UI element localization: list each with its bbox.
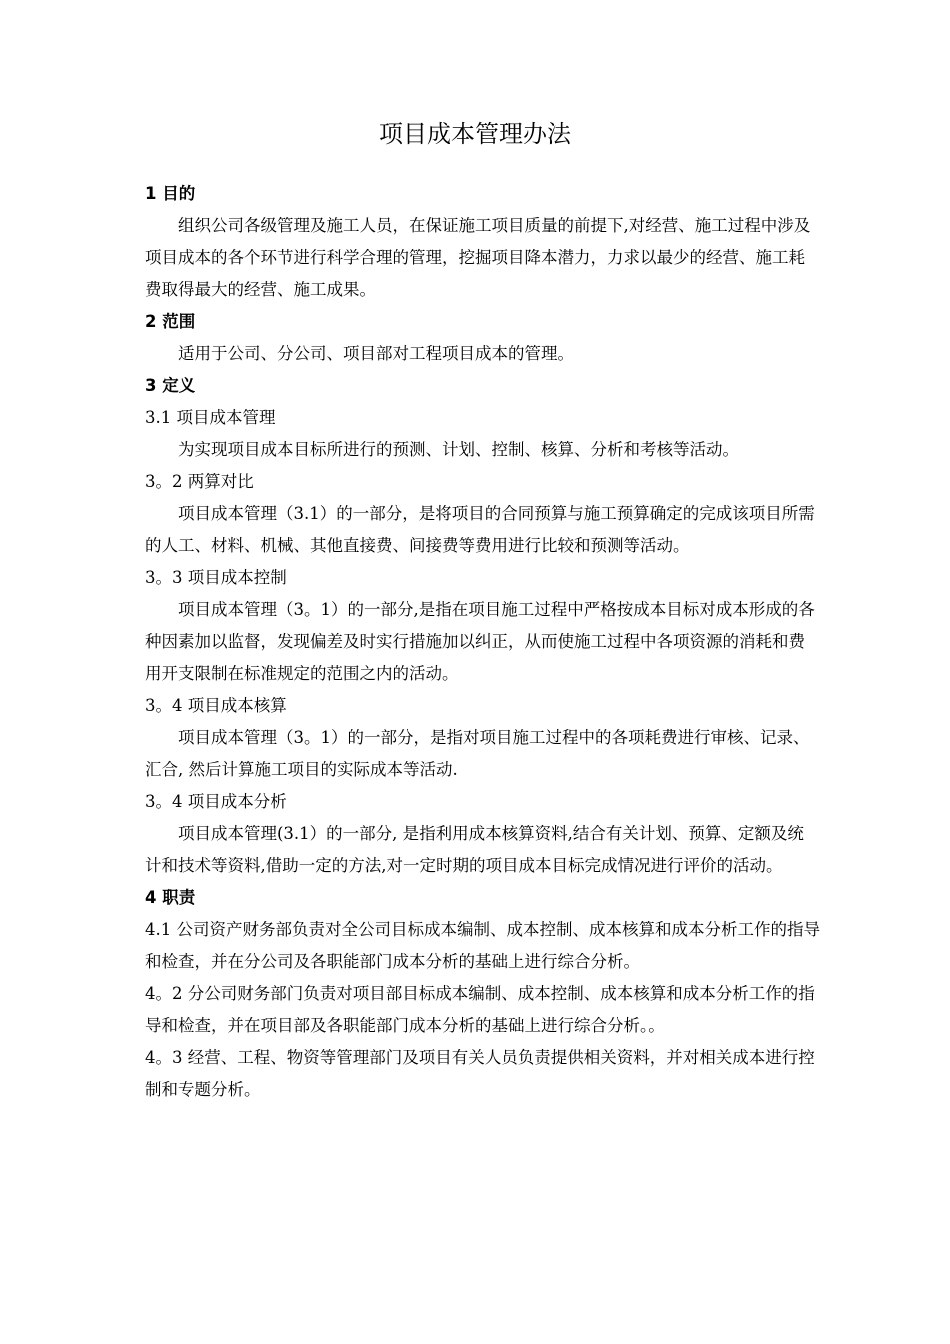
paragraph-4-3: 4。3 经营、工程、物资等管理部门及项目有关人员负责提供相关资料，并对相关成本进行控制和专题分析。 — [145, 1048, 815, 1099]
paragraph-4-1: 4.1 公司资产财务部负责对全公司目标成本编制、成本控制、成本核算和成本分析工作的指导和检查，并在分公司及各职能部门成本分析的基础上进行综合分析。 — [145, 920, 820, 971]
paragraph-3-2: 项目成本管理（3.1）的一部分，是将项目的合同预算与施工预算确定的完成该项目所需的人工、材料、机械、其他直接费、间接费等费用进行比较和预测等活动。 — [145, 504, 815, 555]
paragraph-3-1: 为实现项目成本目标所进行的预测、计划、控制、核算、分析和考核等活动。 — [178, 440, 739, 459]
subsection-heading-3-2: 3。2 两算对比 — [145, 472, 254, 491]
paragraph-purpose: 组织公司各级管理及施工人员，在保证施工项目质量的前提下,对经营、施工过程中涉及项目成本的各个环节进行科学合理的管理，挖掘项目降本潜力，力求以最少的经营、施工耗费取得最大的经营、施工成果。 — [145, 216, 811, 299]
subsection-heading-3-4a: 3。4 项目成本核算 — [145, 696, 287, 715]
section-heading-scope: 2 范围 — [145, 312, 196, 331]
subsection-heading-3-1: 3.1 项目成本管理 — [145, 408, 276, 427]
paragraph-scope: 适用于公司、分公司、项目部对工程项目成本的管理。 — [178, 344, 574, 363]
document-title: 项目成本管理办法 — [379, 120, 571, 148]
section-heading-definitions: 3 定义 — [145, 376, 196, 395]
document-body — [145, 178, 820, 1106]
section-heading-responsibilities: 4 职责 — [145, 888, 196, 907]
subsection-heading-3-3: 3。3 项目成本控制 — [145, 568, 287, 587]
paragraph-4-2: 4。2 分公司财务部门负责对项目部目标成本编制、成本控制、成本核算和成本分析工作的指导和检查，并在项目部及各职能部门成本分析的基础上进行综合分析。。 — [145, 984, 815, 1035]
paragraph-3-3: 项目成本管理（3。1）的一部分,是指在项目施工过程中严格按成本目标对成本形成的各种因素加以监督，发现偏差及时实行措施加以纠正，从而使施工过程中各项资源的消耗和费用开支限制在标准规定的范围之内的活动。 — [145, 600, 815, 683]
subsection-heading-3-4b: 3。4 项目成本分析 — [145, 792, 287, 811]
section-heading-purpose: 1 目的 — [145, 184, 196, 203]
paragraph-3-4a: 项目成本管理（3。1）的一部分，是指对项目施工过程中的各项耗费进行审核、记录、汇合, 然后计算施工项目的实际成本等活动. — [145, 728, 810, 779]
paragraph-3-4b: 项目成本管理(3.1）的一部分, 是指利用成本核算资料,结合有关计划、预算、定额及统计和技术等资料,借助一定的方法,对一定时期的项目成本目标完成情况进行评价的活动。 — [145, 824, 804, 875]
